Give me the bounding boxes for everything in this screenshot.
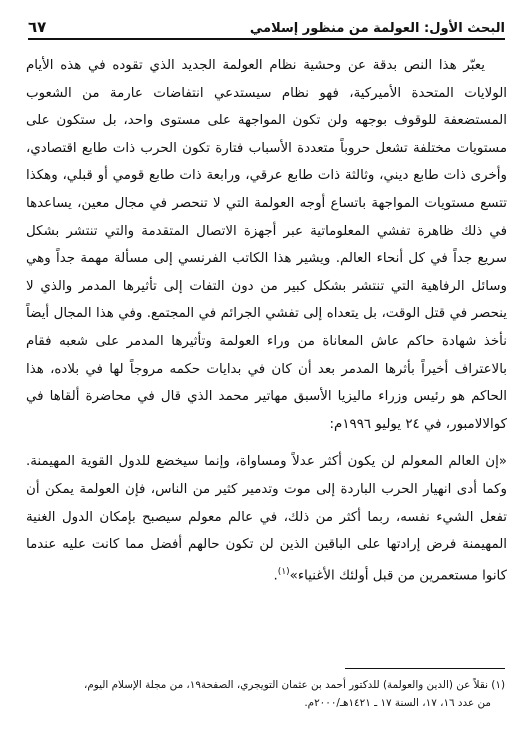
running-header [28,14,505,36]
quote-paragraph: «إن العالم المعولم لن يكون أكثر عدلاً ومساواة، وإنما سيخضع للدول القوية المهيمنة. وكما أدى انهيار الحرب الباردة إلى موت وتدمير كثير من الناس، فإن العولمة يمكن أن تفعل الشيء نفسه، ربما أكثر من ذلك، في عالم معولم سيصبح بإمكان الدول الغنية المهيمنة فرض إرادتها على الباقين الذين لن تكون حالهم أفضل مما كانت عليه عندما كانوا مستعمرين من قبل أولئك الأغنياء»$^{(١)}$. [26,454,507,584]
footnote-line: من عدد ١٦، ١٧، السنة ١٧ ـ ١٤٢١هـ/٢٠٠٠م. [304,697,491,709]
footnote [26,676,505,712]
footnote-line: (١) نقلاً عن (الدين والعولمة) للدكتور أحمد بن عثمان التويجري، الصفحة١٩، من مجلة الإسلام اليوم، [83,679,505,691]
page-number: ٦٧ [28,18,47,36]
header-title: البحث الأول: العولمة من منظور إسلامي [249,21,505,36]
header-rule [28,38,505,40]
footnote-reference: (١) [277,566,290,577]
footnote-rule [345,668,505,669]
paragraph: يعبّر هذا النص بدقة عن وحشية نظام العولمة الجديد الذي تقوده في هذه الأيام الولايات المتحدة الأميركية، فهو نظام سيستدعي انتفاضات عارمة من الشعوب المستضعفة للوقوف بوجهه ولن تكون المواجهة على مستوى واحد، بل ستكون على مستويات مختلفة تشعل حروباً متعددة الأسباب فتارة تكون الحرب ذات طابع اقتصادي، وأخرى ذات طابع ديني، وثالثة ذات طابع عرقي، ورابعة ذات طابع قومي أو قبلي، وهكذا تتسع مستويات المواجهة باتساع أوجه العولمة التي لا تنحصر في مجال معين، يساعدها في ذلك ظاهرة تفشي المعلوماتية عبر أجهزة الاتصال المتقدمة والتي تنتشر بشكل سريع جداً في كل أنحاء العالم. ويشير هذا الكاتب الفرنسي إلى مسألة مهمة جداً وهي وسائل الرفاهية التي تنتشر بشكل كبير من دون التفات إلى تأثيرها المدمر والذي لا ينحصر في قتل الوقت، بل يتعداه إلى تفشي الجرائم في المجتمع. وفي هذا المجال أيضاً نأخذ شهادة حاكم عاش المعاناة من وراء العولمة وتأثيرها المدمر على شعبه فقام بالاعتراف أخيراً بأثرها المدمر بعد أن كان في بدايات حكمه مروجاً لها في بلاده، هذا الحاكم هو رئيس وزراء ماليزيا الأسبق مهاتير محمد الذي قال في محاضرة ألقاها في كوالالامبور، في ٢٤ يوليو ١٩٩٦م: [26,58,507,432]
quote-text: «إن العالم المعولم لن يكون أكثر عدلاً ومساواة، وإنما سيخضع للدول القوية المهيمنة. وكما أدى انهيار الحرب الباردة إلى موت وتدمير كثير من الناس، فإن العولمة يمكن أن تفعل الشيء نفسه، ربما أكثر من ذلك، في عالم معولم سيصبح بإمكان الدول الغنية المهيمنة فرض إرادتها على الباقين الذين لن تكون حالهم أفضل مما كانت عليه عندما كانوا مستعمرين من قبل أولئك الأغنياء» [26,454,507,584]
body-text [26,52,507,590]
